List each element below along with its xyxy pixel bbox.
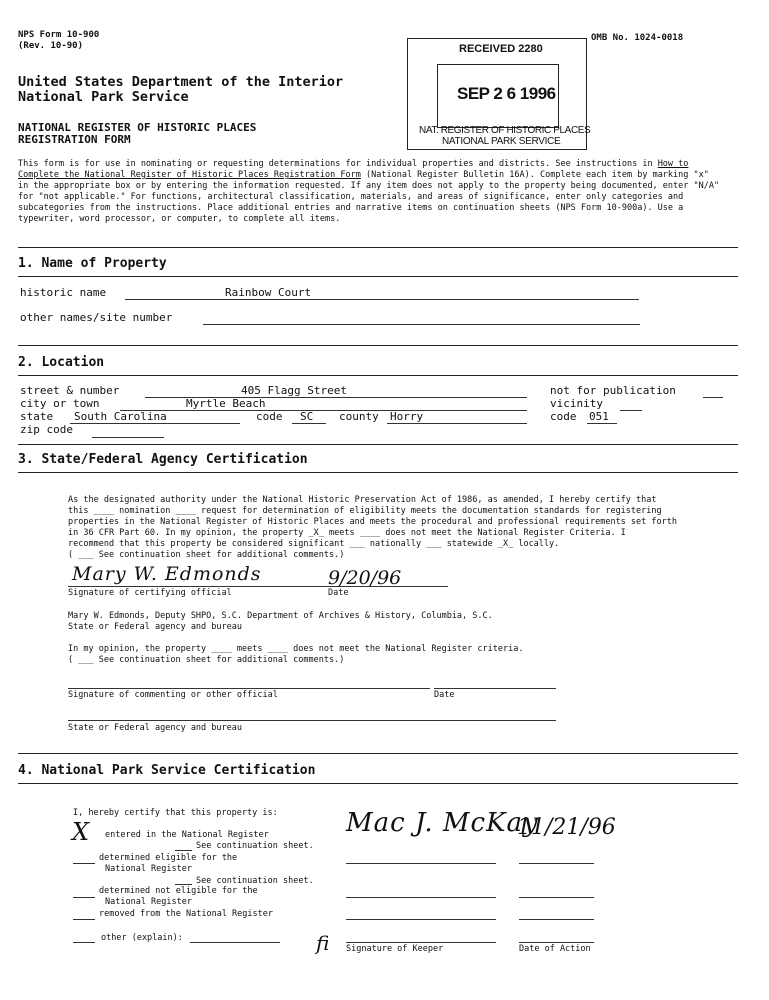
intro-line1: This form is for use in nominating or requesting determinations for individual properties and districts. See instructions in bbox=[18, 159, 653, 169]
agency-label: State or Federal agency and bureau bbox=[68, 622, 242, 632]
form-revision: (Rev. 10-90) bbox=[18, 41, 84, 51]
other-option: other (explain): bbox=[101, 933, 183, 943]
registration-form-title: REGISTRATION FORM bbox=[18, 133, 131, 146]
stamp-line1: NAT. REGISTER OF HISTORIC PLACES bbox=[419, 125, 591, 136]
not-eligible-blank[interactable] bbox=[73, 897, 95, 898]
stamp-received: RECEIVED 2280 bbox=[459, 43, 543, 55]
intro-line6: typewriter, word processor, or computer, to complete all items. bbox=[18, 214, 341, 224]
county-code-label: code bbox=[550, 410, 577, 423]
cert-line3: properties in the National Register of Historic Places and meets the procedural and professional requirements set forth bbox=[68, 517, 677, 527]
stamp-line2: NATIONAL PARK SERVICE bbox=[442, 136, 561, 147]
section3-top-rule bbox=[18, 444, 738, 445]
not-for-publication-label: not for publication bbox=[550, 384, 676, 397]
intro-line3: in the appropriate box or by entering the information requested. If any item does not apply to the property being documented, enter "N/A" bbox=[18, 181, 720, 191]
removed-blank[interactable] bbox=[73, 919, 95, 920]
omb-number: OMB No. 1024-0018 bbox=[591, 33, 684, 43]
keeper-initials: fi bbox=[316, 931, 330, 955]
street-label: street & number bbox=[20, 384, 120, 397]
agency2-label: State or Federal agency and bureau bbox=[68, 723, 242, 733]
state-line bbox=[70, 423, 240, 424]
signature-label: Signature of certifying official bbox=[68, 588, 232, 598]
section1-title: 1. Name of Property bbox=[18, 256, 167, 271]
vicinity-label: vicinity bbox=[550, 397, 603, 410]
not-eligible-option-line1: determined not eligible for the bbox=[99, 886, 258, 896]
keeper-line2 bbox=[346, 897, 496, 898]
form-id: NPS Form 10-900 bbox=[18, 30, 100, 40]
state-code-line bbox=[292, 423, 326, 424]
keeper-signature: Mac J. McKay bbox=[346, 808, 539, 838]
agency2-field[interactable] bbox=[68, 720, 556, 721]
see-cont1-blank[interactable] bbox=[175, 850, 192, 851]
see-cont2-blank[interactable] bbox=[175, 884, 192, 885]
department-title: United States Department of the Interior bbox=[18, 74, 344, 90]
county-label: county bbox=[339, 410, 379, 423]
keeper-line3 bbox=[346, 919, 496, 920]
intro-line4: for "not applicable." For functions, architectural classification, materials, and areas of significance, enter only categories and bbox=[18, 192, 684, 202]
date-of-action-label: Date of Action bbox=[519, 944, 591, 954]
zip-field[interactable] bbox=[92, 437, 164, 438]
eligible-option-line1: determined eligible for the bbox=[99, 853, 238, 863]
section1-bottom-rule bbox=[18, 276, 738, 277]
not-for-publication-field[interactable] bbox=[703, 397, 723, 398]
signature-line bbox=[68, 586, 448, 587]
intro-line5: subcategories from the instructions. Place additional entries and narrative items on continuation sheets (NPS Form 10-900a). Use a bbox=[18, 203, 684, 213]
historic-name-label: historic name bbox=[20, 286, 107, 299]
street-value[interactable]: 405 Flagg Street bbox=[241, 384, 347, 397]
commenting-signature-field[interactable] bbox=[68, 688, 430, 689]
see-continuation-1: See continuation sheet. bbox=[196, 841, 314, 851]
commenting-date-label: Date bbox=[434, 690, 455, 700]
other-explain-field[interactable] bbox=[190, 942, 280, 943]
cert-line4: in 36 CFR Part 60. In my opinion, the property _X_ meets ____ does not meet the National Register Criteria. I bbox=[68, 528, 626, 538]
signature-date-label: Date bbox=[328, 588, 349, 598]
section2-top-rule bbox=[18, 345, 738, 346]
county-code-value[interactable]: 051 bbox=[589, 410, 609, 423]
section3-bottom-rule bbox=[18, 472, 738, 473]
action-date: 11/21/96 bbox=[517, 815, 616, 840]
see-continuation-2: See continuation sheet. bbox=[196, 876, 314, 886]
section4-bottom-rule bbox=[18, 783, 738, 784]
certifier-name: Mary W. Edmonds, Deputy SHPO, S.C. Department of Archives & History, Columbia, S.C. bbox=[68, 611, 493, 621]
state-code-value[interactable]: SC bbox=[300, 410, 314, 423]
certify-statement: I, hereby certify that this property is: bbox=[73, 808, 278, 818]
city-value[interactable]: Myrtle Beach bbox=[186, 397, 266, 410]
other-names-field[interactable] bbox=[203, 324, 640, 325]
county-value[interactable]: Horry bbox=[390, 410, 424, 423]
eligible-option-line2: National Register bbox=[105, 864, 192, 874]
removed-option: removed from the National Register bbox=[99, 909, 273, 919]
not-eligible-option-line2: National Register bbox=[105, 897, 192, 907]
action-line3 bbox=[519, 919, 594, 920]
state-value[interactable]: South Carolina bbox=[74, 410, 167, 423]
state-code-label: code bbox=[256, 410, 283, 423]
section2-bottom-rule bbox=[18, 375, 738, 376]
cert-line2: this ____ nomination ____ request for determination of eligibility meets the documentation standards for registering bbox=[68, 506, 662, 516]
register-title: NATIONAL REGISTER OF HISTORIC PLACES bbox=[18, 121, 257, 134]
section3-title: 3. State/Federal Agency Certification bbox=[18, 452, 308, 467]
section4-top-rule bbox=[18, 753, 738, 754]
certifying-signature: Mary W. Edmonds bbox=[72, 563, 262, 585]
action-line4 bbox=[519, 942, 594, 943]
city-line bbox=[120, 410, 527, 411]
opinion-line1: In my opinion, the property ____ meets ____ does not meet the National Register criteria. bbox=[68, 644, 524, 654]
entered-mark[interactable]: X bbox=[72, 818, 90, 846]
historic-name-line bbox=[125, 299, 639, 300]
action-line2 bbox=[519, 897, 594, 898]
vicinity-field[interactable] bbox=[620, 410, 642, 411]
eligible-blank[interactable] bbox=[73, 863, 95, 864]
historic-name-value[interactable]: Rainbow Court bbox=[225, 286, 312, 299]
cert-line5: recommend that this property be considered significant ___ nationally ___ statewide _X_ locally. bbox=[68, 539, 560, 549]
section1-top-rule bbox=[18, 247, 738, 248]
keeper-signature-label: Signature of Keeper bbox=[346, 944, 444, 954]
county-code-line bbox=[587, 423, 617, 424]
opinion-line2: ( ___ See continuation sheet for additional comments.) bbox=[68, 655, 345, 665]
other-blank[interactable] bbox=[73, 942, 95, 943]
intro-line2: (National Register Bulletin 16A). Complete each item by marking "x" bbox=[366, 170, 709, 180]
agency-title: National Park Service bbox=[18, 89, 189, 105]
entered-option: entered in the National Register bbox=[105, 830, 269, 840]
zip-label: zip code bbox=[20, 423, 73, 436]
intro-link-how-to: How to bbox=[657, 159, 689, 169]
state-label: state bbox=[20, 410, 54, 423]
stamp-date: SEP 2 6 1996 bbox=[457, 84, 556, 103]
section2-title: 2. Location bbox=[18, 355, 105, 370]
keeper-line1 bbox=[346, 863, 496, 864]
certifying-date: 9/20/96 bbox=[328, 567, 402, 589]
cert-line6: ( ___ See continuation sheet for additional comments.) bbox=[68, 550, 345, 560]
city-label: city or town bbox=[20, 397, 100, 410]
received-stamp bbox=[407, 38, 591, 150]
commenting-date-field[interactable] bbox=[434, 688, 556, 689]
other-names-label: other names/site number bbox=[20, 311, 173, 324]
commenting-signature-label: Signature of commenting or other official bbox=[68, 690, 278, 700]
action-line1 bbox=[519, 863, 594, 864]
section4-title: 4. National Park Service Certification bbox=[18, 763, 316, 778]
intro-link-bulletin: Complete the National Register of Historic Places Registration Form bbox=[18, 170, 361, 180]
cert-line1: As the designated authority under the National Historic Preservation Act of 1986, as amended, I hereby certify that bbox=[68, 495, 657, 505]
keeper-line4 bbox=[346, 942, 496, 943]
county-line bbox=[387, 423, 527, 424]
